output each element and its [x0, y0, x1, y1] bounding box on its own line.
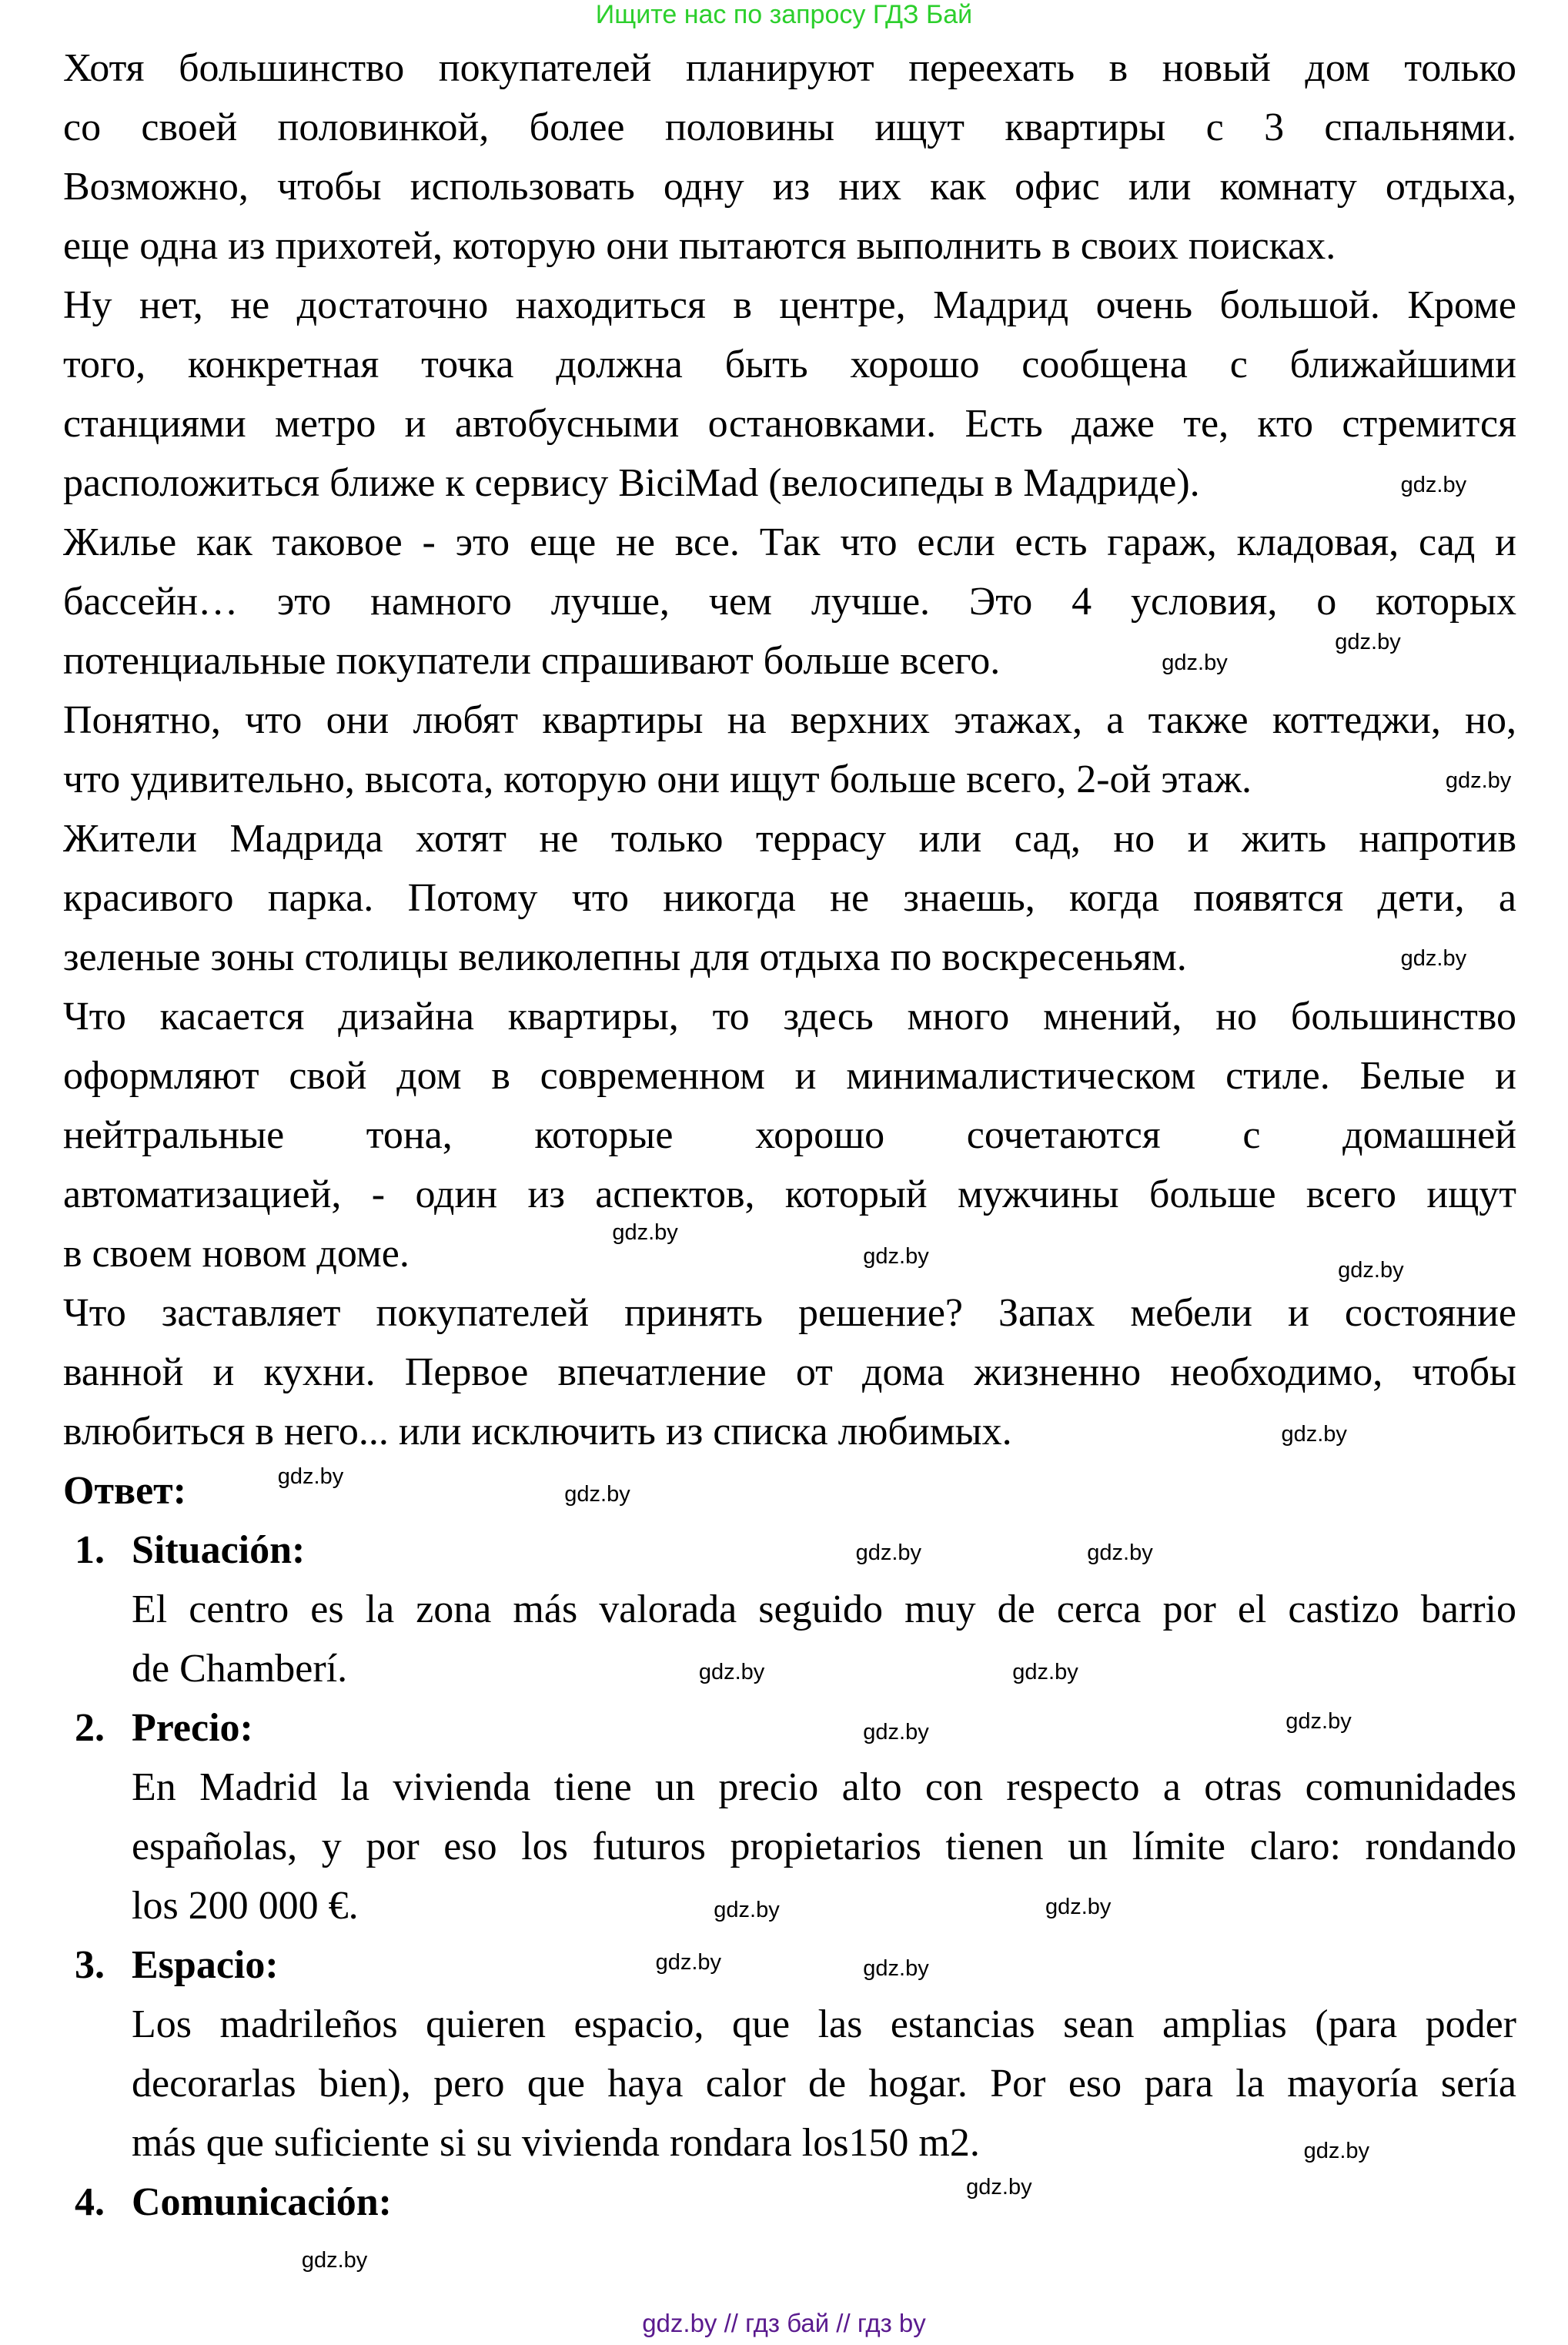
answer-item-number: 3. [75, 1943, 105, 1987]
paragraph-line: Жители Мадрида хотят не только террасу или сад, но и жить напротив [63, 817, 1516, 861]
watermark: gdz.by [1285, 1709, 1352, 1734]
paragraph-line: еще одна из прихотей, которую они пытаются выполнить в своих поисках. [63, 224, 1336, 268]
watermark: gdz.by [1303, 2139, 1370, 2164]
paragraph-line: автоматизацией, - один из аспектов, который мужчины больше всего ищут [63, 1172, 1516, 1216]
paragraph-line: влюбиться в него... или исключить из списка любимых. [63, 1410, 1012, 1453]
watermark: gdz.by [1162, 650, 1228, 675]
watermark: gdz.by [1045, 1895, 1112, 1920]
answer-item-title: Comunicación: [132, 2180, 392, 2224]
answer-item-line: más que suficiente si su vivienda rondara los150 m2. [132, 2121, 980, 2165]
watermark: gdz.by [655, 1950, 722, 1975]
paragraph-line: станциями метро и автобусными остановками. Есть даже те, кто стремится [63, 402, 1516, 446]
answer-item-number: 1. [75, 1528, 105, 1572]
answer-item-line: Los madrileños quieren espacio, que las estancias sean amplias (para poder [132, 2002, 1516, 2046]
paragraph-line: в своем новом доме. [63, 1232, 410, 1276]
watermark: gdz.by [277, 1464, 344, 1489]
watermark: gdz.by [966, 2174, 1032, 2199]
paragraph-line: Возможно, чтобы использовать одну из них как офис или комнату отдыха, [63, 165, 1516, 209]
watermark: gdz.by [863, 1955, 929, 1981]
paragraph-line: оформляют свой дом в современном и минималистическом стиле. Белые и [63, 1054, 1516, 1098]
footer-links: gdz.by // гдз бай // гдз by [642, 2309, 926, 2337]
paragraph-line: Хотя большинство покупателей планируют переехать в новый дом только [63, 46, 1516, 90]
paragraph-line: расположиться ближе к сервису BiciMad (велосипеды в Мадриде). [63, 461, 1200, 505]
watermark: gdz.by [1338, 1257, 1404, 1283]
watermark: gdz.by [1335, 629, 1401, 654]
watermark: gdz.by [1400, 946, 1467, 972]
watermark: gdz.by [1087, 1540, 1153, 1565]
watermark: gdz.by [1012, 1660, 1078, 1685]
answer-label: Ответ: [63, 1469, 187, 1513]
watermark: gdz.by [1400, 472, 1467, 497]
paragraph-line: бассейн… это намного лучше, чем лучше. Это 4 условия, о которых [63, 580, 1516, 624]
paragraph-line: зеленые зоны столицы великолепны для отдыха по воскресеньям. [63, 935, 1187, 979]
watermark: gdz.by [863, 1244, 929, 1270]
answer-item-title: Precio: [132, 1706, 253, 1750]
watermark: gdz.by [301, 2247, 368, 2273]
answer-item-title: Situación: [132, 1528, 306, 1572]
answer-item-title: Espacio: [132, 1943, 279, 1987]
watermark: gdz.by [863, 1719, 929, 1745]
answer-item-number: 2. [75, 1706, 105, 1750]
paragraph-line: Ну нет, не достаточно находиться в центре, Мадрид очень большой. Кроме [63, 283, 1516, 327]
paragraph-line: Что заставляет покупателей принять решение? Запах мебели и состояние [63, 1291, 1516, 1335]
paragraph-line: что удивительно, высота, которую они ищут больше всего, 2-ой этаж. [63, 758, 1252, 801]
paragraph-line: красивого парка. Потому что никогда не знаешь, когда появятся дети, а [63, 876, 1516, 920]
answer-item-line: En Madrid la vivienda tiene un precio alto con respecto a otras comunidades [132, 1765, 1516, 1809]
paragraph-line: нейтральные тона, которые хорошо сочетаются с домашней [63, 1113, 1516, 1157]
paragraph-line: Понятно, что они любят квартиры на верхних этажах, а также коттеджи, но, [63, 698, 1516, 742]
answer-item-number: 4. [75, 2180, 105, 2224]
paragraph-line: того, конкретная точка должна быть хорошо сообщена с ближайшими [63, 343, 1516, 386]
watermark: gdz.by [1445, 768, 1512, 794]
watermark: gdz.by [714, 1898, 780, 1923]
answer-item-line: los 200 000 €. [132, 1884, 359, 1928]
watermark: gdz.by [1281, 1422, 1347, 1447]
paragraph-line: со своей половинкой, более половины ищут квартиры с 3 спальнями. [63, 105, 1516, 149]
watermark: gdz.by [855, 1540, 922, 1565]
paragraph-line: Жилье как таковое - это еще не все. Так что если есть гараж, кладовая, сад и [63, 520, 1516, 564]
search-hint-header: Ищите нас по запросу ГДЗ Бай [595, 0, 973, 29]
paragraph-line: Что касается дизайна квартиры, то здесь много мнений, но большинство [63, 995, 1516, 1039]
watermark: gdz.by [698, 1660, 765, 1685]
answer-item-line: El centro es la zona más valorada seguido muy de cerca por el castizo barrio [132, 1587, 1516, 1631]
answer-item-line: españolas, y por eso los futuros propietarios tienen un límite claro: rondando [132, 1825, 1516, 1868]
paragraph-line: потенциальные покупатели спрашивают больше всего. [63, 639, 1001, 683]
answer-item-line: decorarlas bien), pero que haya calor de hogar. Por eso para la mayoría sería [132, 2062, 1516, 2106]
paragraph-line: ванной и кухни. Первое впечатление от дома жизненно необходимо, чтобы [63, 1350, 1516, 1394]
answer-item-line: de Chamberí. [132, 1647, 348, 1691]
watermark: gdz.by [612, 1220, 678, 1246]
watermark: gdz.by [564, 1482, 630, 1507]
